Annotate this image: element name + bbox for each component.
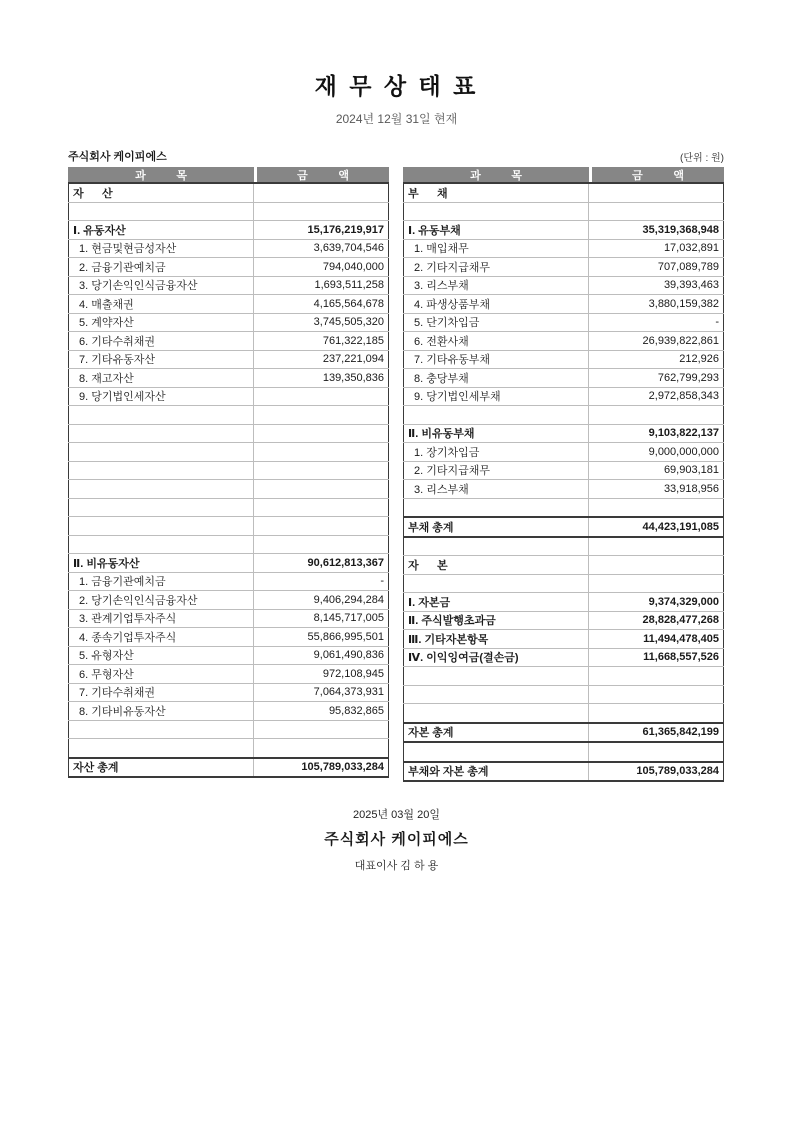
account-cell: 자 본 [403, 556, 589, 574]
table-row [68, 646, 389, 665]
company-name: 주식회사 케이피에스 [68, 151, 167, 163]
amount-cell: 11,494,478,405 [589, 630, 724, 648]
account-cell: 부 채 [403, 184, 589, 202]
account-cell [68, 462, 254, 480]
table-row [403, 741, 724, 761]
amount-cell [254, 499, 389, 517]
table-row [68, 572, 389, 591]
account-cell [68, 536, 254, 554]
amount-cell: 794,040,000 [254, 258, 389, 276]
balance-sheet-tables [68, 167, 724, 782]
table-row [68, 368, 389, 387]
account-cell [68, 443, 254, 461]
account-cell: Ⅰ. 자본금 [403, 593, 589, 611]
amount-cell: 69,903,181 [589, 462, 724, 480]
column-header-amount: 금 액 [592, 167, 724, 182]
table-row [68, 220, 389, 239]
liabilities-table-body [403, 184, 724, 782]
amount-cell: 4,165,564,678 [254, 295, 389, 313]
table-row [403, 368, 724, 387]
account-cell: 1. 금융기관예치금 [68, 573, 254, 591]
account-cell: 9. 당기법인세자산 [68, 388, 254, 406]
amount-cell: 35,319,368,948 [589, 221, 724, 239]
amount-cell: 61,365,842,199 [589, 724, 724, 742]
unit-note: (단위 : 원) [680, 153, 724, 164]
ceo-name: 대표이사 김 하 용 [354, 860, 439, 872]
table-row [68, 627, 389, 646]
table-row [68, 461, 389, 480]
table-row [68, 535, 389, 554]
table-row [403, 424, 724, 443]
amount-cell [254, 406, 389, 424]
account-cell: 1. 장기차입금 [403, 443, 589, 461]
assets-table-header [68, 167, 389, 184]
amount-cell: 762,799,293 [589, 369, 724, 387]
amount-cell [589, 499, 724, 517]
table-row [403, 184, 724, 202]
page-title: 재 무 상 태 표 [314, 73, 479, 99]
table-row [403, 313, 724, 332]
assets-table [68, 167, 389, 782]
column-header-amount: 금 액 [257, 167, 389, 182]
amount-cell [254, 462, 389, 480]
meta-row [68, 148, 724, 164]
amount-cell: 9,000,000,000 [589, 443, 724, 461]
account-cell [403, 203, 589, 221]
table-row [403, 276, 724, 295]
table-row [68, 387, 389, 406]
table-row [68, 757, 389, 777]
account-cell: 4. 매출채권 [68, 295, 254, 313]
table-row [403, 536, 724, 556]
amount-cell: 39,393,463 [589, 277, 724, 295]
amount-cell: 26,939,822,861 [589, 332, 724, 350]
account-cell: Ⅱ. 비유동부채 [403, 425, 589, 443]
table-row [68, 553, 389, 572]
table-row [68, 590, 389, 609]
table-row [68, 609, 389, 628]
account-cell: 6. 무형자산 [68, 665, 254, 683]
amount-cell: 15,176,219,917 [254, 221, 389, 239]
account-cell [403, 743, 589, 761]
account-cell: Ⅳ. 이익잉여금(결손금) [403, 649, 589, 667]
amount-cell: 8,145,717,005 [254, 610, 389, 628]
account-cell: Ⅱ. 주식발행초과금 [403, 612, 589, 630]
table-row [68, 664, 389, 683]
account-cell: 3. 리스부채 [403, 277, 589, 295]
column-header-account: 과 목 [403, 167, 589, 182]
table-row [68, 405, 389, 424]
table-row [403, 555, 724, 574]
table-row [403, 629, 724, 648]
table-row [68, 239, 389, 258]
table-row [403, 331, 724, 350]
amount-cell: 55,866,995,501 [254, 628, 389, 646]
account-cell: Ⅰ. 유동자산 [68, 221, 254, 239]
account-cell [68, 739, 254, 757]
amount-cell [589, 667, 724, 685]
table-row [68, 738, 389, 757]
signature-block [0, 806, 793, 873]
account-cell [68, 517, 254, 535]
amount-cell [589, 184, 724, 202]
table-row [403, 516, 724, 536]
amount-cell: 139,350,836 [254, 369, 389, 387]
account-cell: 8. 충당부채 [403, 369, 589, 387]
account-cell: 2. 기타지급채무 [403, 258, 589, 276]
account-cell: 4. 파생상품부채 [403, 295, 589, 313]
liabilities-equity-table [403, 167, 724, 782]
amount-cell [589, 406, 724, 424]
amount-cell [254, 739, 389, 757]
account-cell: 7. 기타유동자산 [68, 351, 254, 369]
amount-cell [589, 538, 724, 556]
table-row [403, 685, 724, 704]
footer-company-name: 주식회사 케이피에스 [324, 831, 469, 848]
table-row [68, 257, 389, 276]
table-row [403, 574, 724, 593]
amount-cell: 972,108,945 [254, 665, 389, 683]
table-row [403, 648, 724, 667]
amount-cell: - [254, 573, 389, 591]
account-cell [403, 667, 589, 685]
table-row [403, 220, 724, 239]
account-cell: 자 산 [68, 184, 254, 202]
amount-cell: 11,668,557,526 [589, 649, 724, 667]
amount-cell [254, 536, 389, 554]
amount-cell [254, 721, 389, 739]
amount-cell: 9,406,294,284 [254, 591, 389, 609]
liabilities-table-header [403, 167, 724, 184]
amount-cell [254, 443, 389, 461]
table-row [403, 592, 724, 611]
amount-cell: 105,789,033,284 [589, 763, 724, 781]
amount-cell: 3,639,704,546 [254, 240, 389, 258]
column-header-account: 과 목 [68, 167, 254, 182]
amount-cell: 90,612,813,367 [254, 554, 389, 572]
amount-cell: 761,322,185 [254, 332, 389, 350]
table-row [403, 202, 724, 221]
table-row [403, 387, 724, 406]
table-row [403, 479, 724, 498]
table-row [403, 294, 724, 313]
account-cell: 6. 기타수취채권 [68, 332, 254, 350]
table-row [68, 516, 389, 535]
amount-cell: 44,423,191,085 [589, 518, 724, 536]
table-row [68, 331, 389, 350]
account-cell: 4. 종속기업투자주식 [68, 628, 254, 646]
amount-cell: 105,789,033,284 [254, 759, 389, 777]
account-cell [68, 406, 254, 424]
account-cell: 2. 당기손익인식금융자산 [68, 591, 254, 609]
account-cell: 2. 금융기관예치금 [68, 258, 254, 276]
account-cell: Ⅰ. 유동부채 [403, 221, 589, 239]
table-row [68, 294, 389, 313]
table-row [403, 350, 724, 369]
account-cell: 7. 기타유동부채 [403, 351, 589, 369]
amount-cell [254, 425, 389, 443]
amount-cell: - [589, 314, 724, 332]
report-date-subtitle: 2024년 12월 31일 현재 [335, 112, 458, 126]
table-row [68, 350, 389, 369]
account-cell [68, 203, 254, 221]
account-cell: 자본 총계 [403, 724, 589, 742]
account-cell [403, 499, 589, 517]
account-cell: 5. 계약자산 [68, 314, 254, 332]
table-row [403, 761, 724, 781]
account-cell: 3. 관계기업투자주식 [68, 610, 254, 628]
table-row [68, 479, 389, 498]
account-cell: 1. 현금및현금성자산 [68, 240, 254, 258]
assets-table-body [68, 184, 389, 778]
account-cell [68, 721, 254, 739]
amount-cell [589, 686, 724, 704]
amount-cell [254, 203, 389, 221]
account-cell: 1. 매입채무 [403, 240, 589, 258]
account-cell [403, 406, 589, 424]
account-cell [68, 425, 254, 443]
statement-date: 2025년 03월 20일 [353, 809, 440, 821]
account-cell: 5. 단기차입금 [403, 314, 589, 332]
account-cell: 9. 당기법인세부채 [403, 388, 589, 406]
amount-cell [589, 743, 724, 761]
account-cell [68, 499, 254, 517]
amount-cell: 9,061,490,836 [254, 647, 389, 665]
table-row [68, 701, 389, 720]
amount-cell: 3,880,159,382 [589, 295, 724, 313]
amount-cell: 28,828,477,268 [589, 612, 724, 630]
amount-cell [589, 203, 724, 221]
account-cell [403, 538, 589, 556]
account-cell [403, 686, 589, 704]
amount-cell [589, 575, 724, 593]
account-cell: 8. 재고자산 [68, 369, 254, 387]
account-cell: 3. 당기손익인식금융자산 [68, 277, 254, 295]
table-row [403, 239, 724, 258]
table-row [68, 683, 389, 702]
amount-cell: 33,918,956 [589, 480, 724, 498]
table-row [68, 720, 389, 739]
amount-cell [589, 704, 724, 722]
account-cell: 3. 리스부채 [403, 480, 589, 498]
table-row [403, 666, 724, 685]
account-cell: 부채와 자본 총계 [403, 763, 589, 781]
account-cell: 7. 기타수취채권 [68, 684, 254, 702]
amount-cell: 9,374,329,000 [589, 593, 724, 611]
account-cell: 8. 기타비유동자산 [68, 702, 254, 720]
table-row [68, 276, 389, 295]
table-row [68, 313, 389, 332]
table-row [403, 703, 724, 722]
table-row [68, 184, 389, 202]
account-cell: 부채 총계 [403, 518, 589, 536]
amount-cell: 237,221,094 [254, 351, 389, 369]
account-cell [403, 575, 589, 593]
amount-cell [254, 388, 389, 406]
amount-cell: 9,103,822,137 [589, 425, 724, 443]
table-row [403, 611, 724, 630]
amount-cell: 2,972,858,343 [589, 388, 724, 406]
amount-cell: 7,064,373,931 [254, 684, 389, 702]
amount-cell: 3,745,505,320 [254, 314, 389, 332]
amount-cell [254, 184, 389, 202]
amount-cell [254, 480, 389, 498]
amount-cell: 95,832,865 [254, 702, 389, 720]
table-row [68, 442, 389, 461]
account-cell [68, 480, 254, 498]
amount-cell: 707,089,789 [589, 258, 724, 276]
account-cell [403, 704, 589, 722]
table-row [403, 257, 724, 276]
account-cell: 2. 기타지급채무 [403, 462, 589, 480]
account-cell: 6. 전환사채 [403, 332, 589, 350]
account-cell: 5. 유형자산 [68, 647, 254, 665]
table-row [403, 498, 724, 517]
table-row [403, 722, 724, 742]
table-row [403, 442, 724, 461]
account-cell: 자산 총계 [68, 759, 254, 777]
table-row [68, 424, 389, 443]
amount-cell: 1,693,511,258 [254, 277, 389, 295]
amount-cell: 212,926 [589, 351, 724, 369]
amount-cell: 17,032,891 [589, 240, 724, 258]
table-row [68, 202, 389, 221]
table-row [403, 405, 724, 424]
table-row [403, 461, 724, 480]
account-cell: Ⅱ. 비유동자산 [68, 554, 254, 572]
amount-cell [589, 556, 724, 574]
account-cell: Ⅲ. 기타자본항목 [403, 630, 589, 648]
amount-cell [254, 517, 389, 535]
table-row [68, 498, 389, 517]
